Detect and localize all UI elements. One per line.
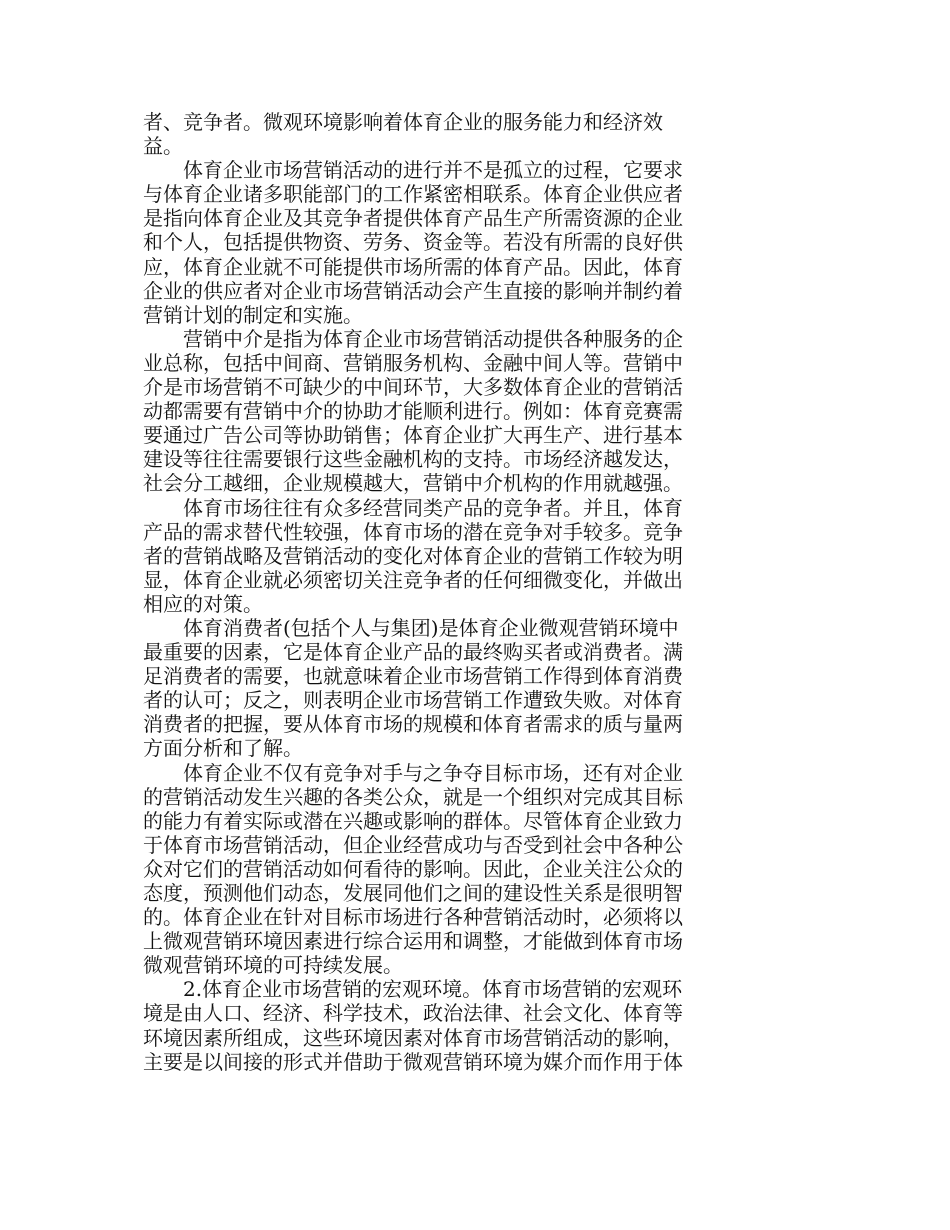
text-line: 产品的需求替代性较强，体育市场的潜在竞争对手较多。竞争 — [143, 519, 683, 544]
text-line: 的。体育企业在针对目标市场进行各种营销活动时，必须将以 — [143, 905, 683, 930]
text-line: 境是由人口、经济、科学技术，政治法律、社会文化、体育等 — [143, 1001, 683, 1026]
text-line: 方面分析和了解。 — [143, 736, 303, 761]
text-line: 态度，预测他们动态，发展同他们之间的建设性关系是很明智 — [143, 881, 683, 905]
text-line: 者的认可；反之，则表明企业市场营销工作遭致失败。对体育 — [143, 688, 683, 713]
text-line: 环境因素所组成，这些环境因素对体育市场营销活动的影响， — [143, 1025, 683, 1050]
text-line: 微观营销环境的可持续发展。 — [143, 953, 403, 978]
text-line: 益。 — [143, 134, 183, 159]
text-line: 动都需要有营销中介的协助才能顺利进行。例如：体育竞赛需 — [143, 399, 683, 424]
text-line: 营销计划的制定和实施。 — [143, 302, 363, 327]
text-line: 体育市场往往有众多经营同类产品的竞争者。并且，体育 — [143, 495, 683, 520]
text-line: 于体育市场营销活动，但企业经营成功与否受到社会中各种公 — [143, 832, 683, 857]
text-line: 上微观营销环境因素进行综合运用和调整，才能做到体育市场 — [143, 929, 683, 954]
text-line: 与体育企业诸多职能部门的工作紧密相联系。体育企业供应者 — [143, 182, 683, 207]
document-body — [143, 110, 743, 1074]
text-line: 最重要的因素，它是体育企业产品的最终购买者或消费者。满 — [143, 640, 683, 665]
text-line: 消费者的把握，要从体育市场的规模和体育者需求的质与量两 — [143, 712, 683, 737]
text-line: 体育企业市场营销活动的进行并不是孤立的过程，它要求 — [143, 158, 683, 183]
text-line: 介是市场营销不可缺少的中间环节，大多数体育企业的营销活 — [143, 375, 683, 400]
text-line: 相应的对策。 — [143, 591, 263, 616]
text-line: 足消费者的需要，也就意味着企业市场营销工作得到体育消费 — [143, 664, 683, 689]
text-line: 者的营销战略及营销活动的变化对体育企业的营销工作较为明 — [143, 543, 683, 568]
text-line: 应，体育企业就不可能提供市场所需的体育产品。因此，体育 — [143, 254, 683, 279]
text-line: 的能力有着实际或潜在兴趣或影响的群体。尽管体育企业致力 — [143, 808, 683, 833]
text-line: 要通过广告公司等协助销售；体育企业扩大再生产、进行基本 — [143, 423, 683, 448]
text-line: 营销中介是指为体育企业市场营销活动提供各种服务的企 — [143, 326, 683, 351]
text-line: 2.体育企业市场营销的宏观环境。体育市场营销的宏观环 — [143, 977, 683, 1002]
text-line: 社会分工越细，企业规模越大，营销中介机构的作用就越强。 — [143, 471, 683, 496]
text-line: 者、竞争者。微观环境影响着体育企业的服务能力和经济效 — [143, 110, 663, 134]
text-line: 体育企业不仅有竞争对手与之争夺目标市场，还有对企业 — [143, 760, 683, 785]
text-line: 体育消费者(包括个人与集团)是体育企业微观营销环境中 — [143, 615, 679, 640]
text-line: 主要是以间接的形式并借助于微观营销环境为媒介而作用于体 — [143, 1049, 683, 1074]
text-line: 众对它们的营销活动如何看待的影响。因此，企业关注公众的 — [143, 856, 683, 881]
text-line: 的营销活动发生兴趣的各类公众，就是一个组织对完成其目标 — [143, 784, 683, 809]
text-line: 和个人，包括提供物资、劳务、资金等。若没有所需的良好供 — [143, 230, 683, 255]
text-line: 是指向体育企业及其竞争者提供体育产品生产所需资源的企业 — [143, 206, 683, 231]
text-line: 业总称，包括中间商、营销服务机构、金融中间人等。营销中 — [143, 350, 683, 375]
text-line: 显，体育企业就必须密切关注竞争者的任何细微变化，并做出 — [143, 567, 683, 592]
text-line: 建设等往往需要银行这些金融机构的支持。市场经济越发达， — [143, 447, 683, 472]
text-line: 企业的供应者对企业市场营销活动会产生直接的影响并制约着 — [143, 278, 683, 303]
